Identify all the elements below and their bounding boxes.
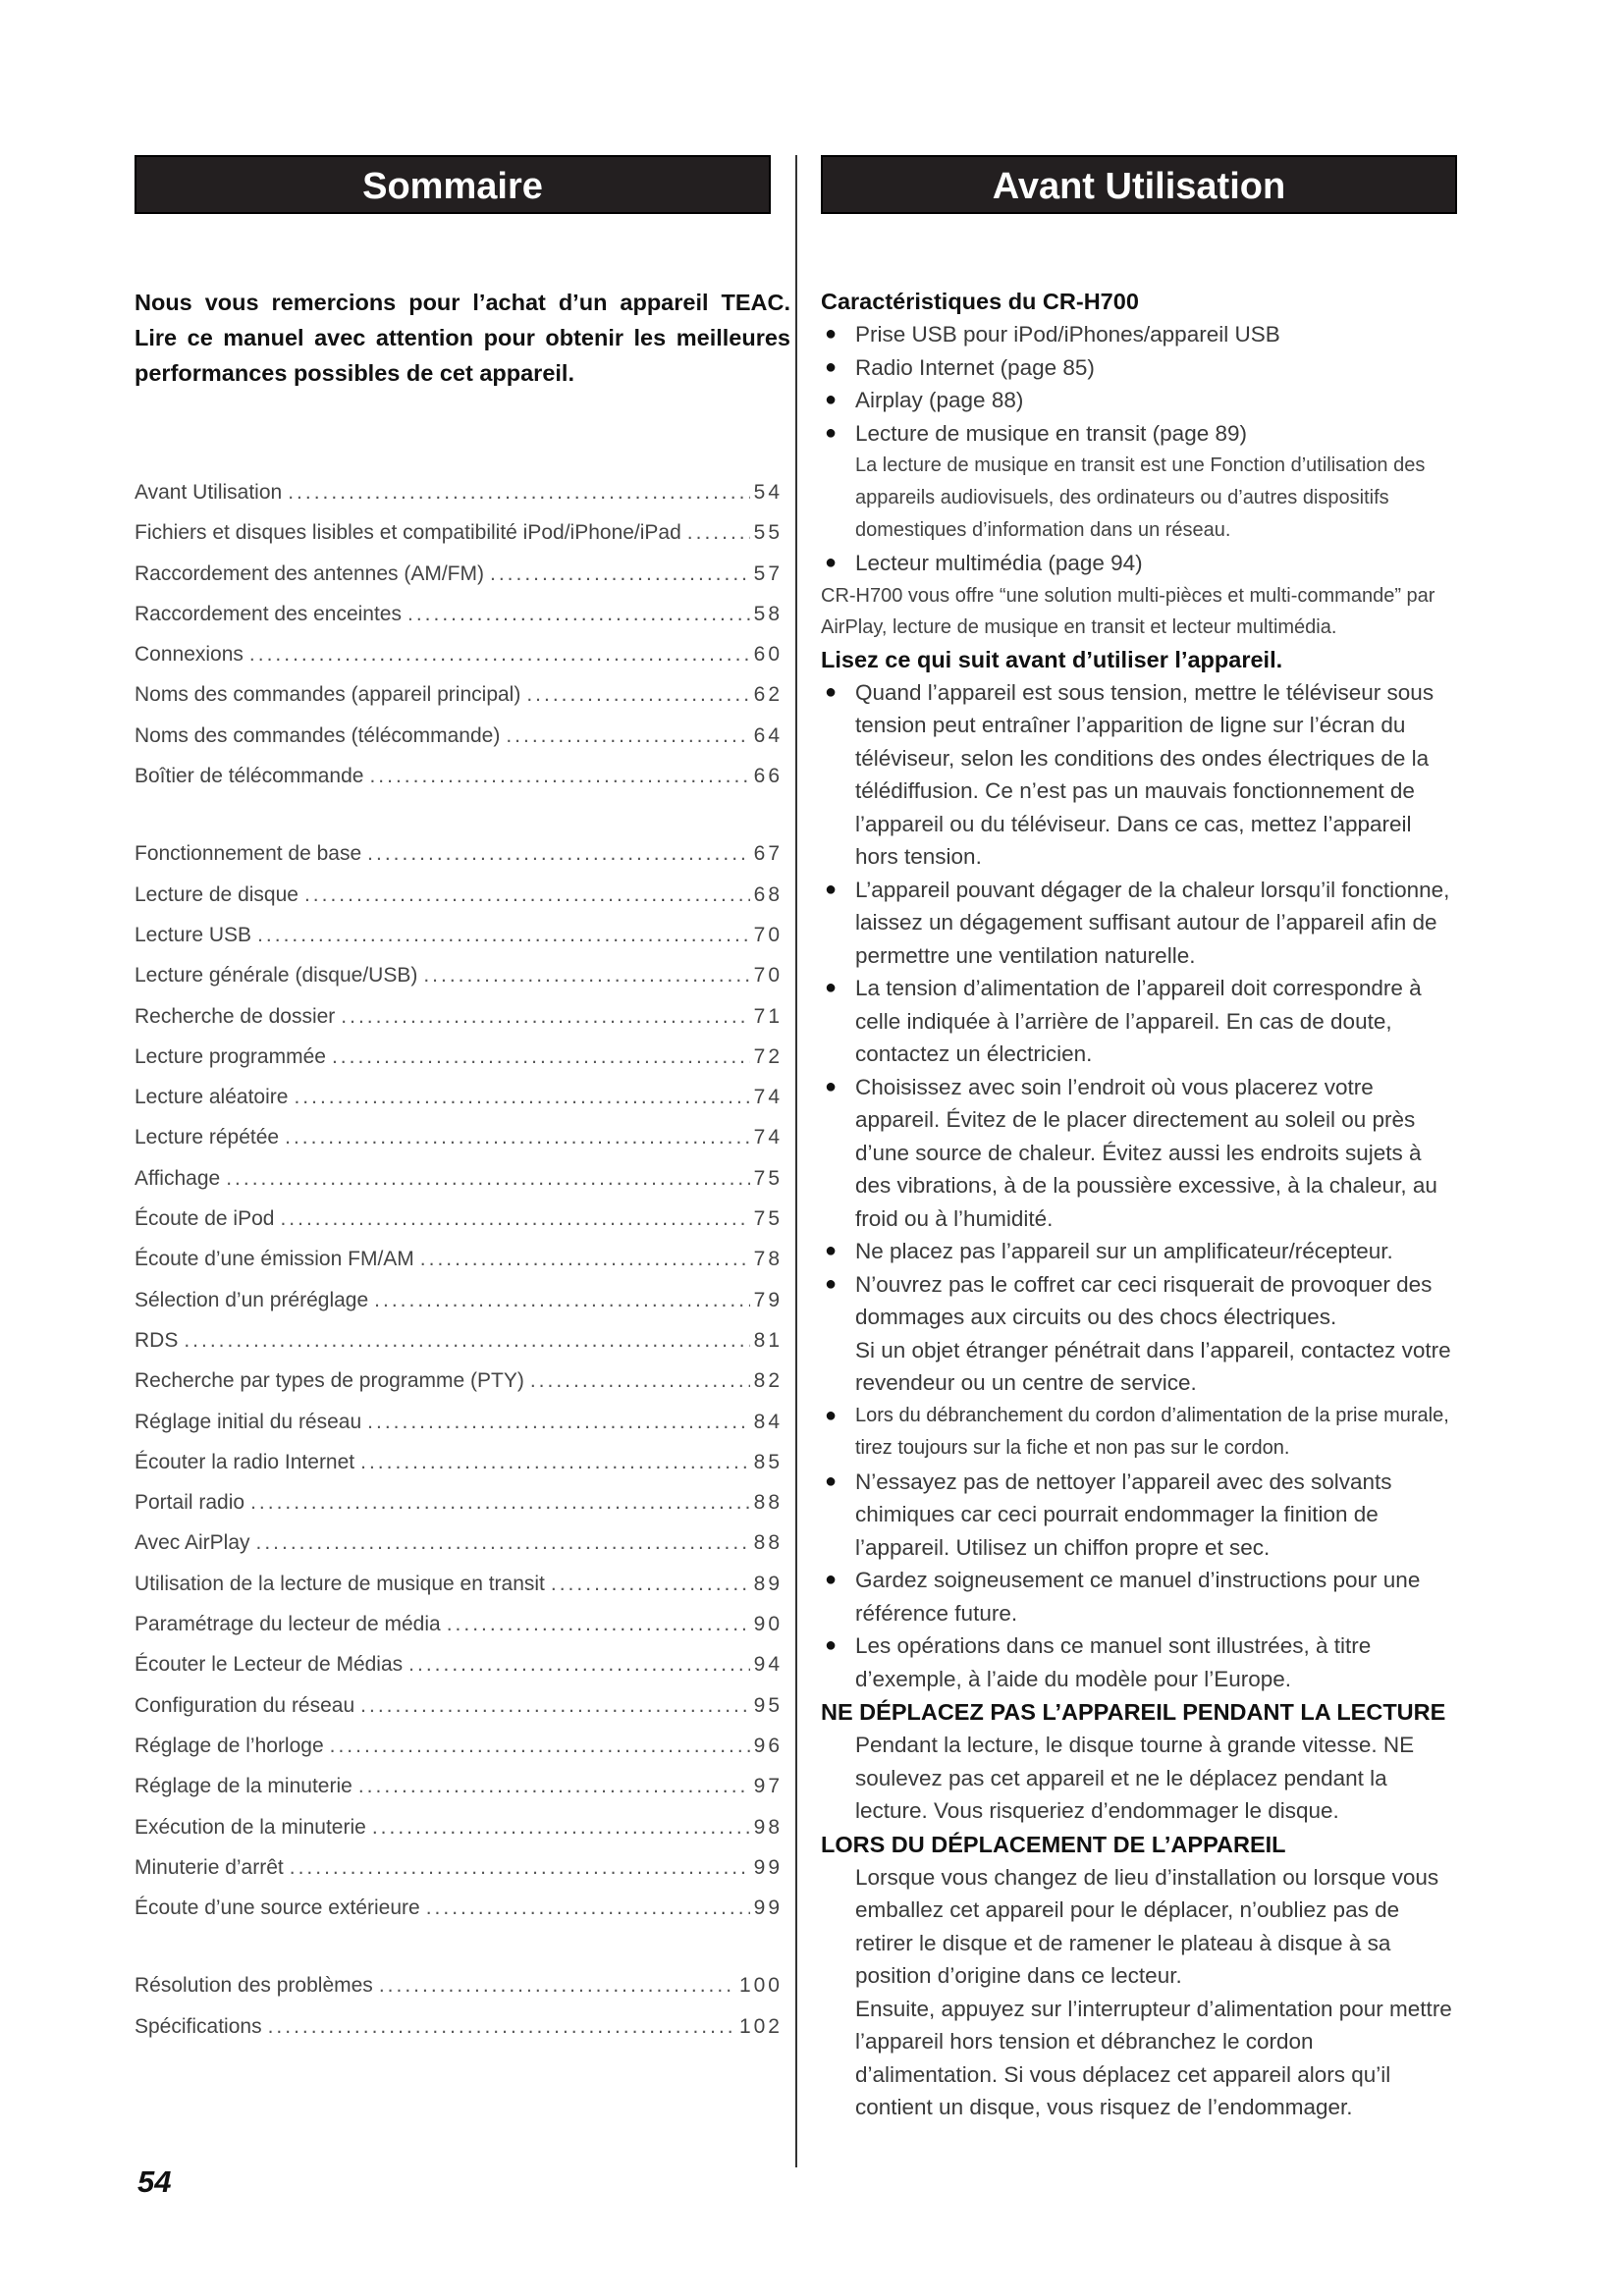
toc-entry-title: Lecture répétée (135, 1126, 280, 1149)
toc-leader-dots (407, 603, 750, 626)
toc-entry (135, 1126, 783, 1166)
toc-entry-page: 78 (753, 1248, 783, 1271)
toc-entry-title: RDS (135, 1328, 179, 1352)
moving-heading: LORS DU DÉPLACEMENT DE L’APPAREIL (821, 1831, 1286, 1857)
toc-leader-dots (285, 1126, 750, 1149)
toc-entry-page: 89 (753, 1572, 783, 1595)
toc-entry (135, 1856, 783, 1896)
toc-entry-title: Réglage de l’horloge (135, 1734, 324, 1757)
right-column (821, 285, 1459, 2124)
toc-entry (135, 883, 783, 924)
page-number: 54 (137, 2164, 172, 2199)
toc-entry (135, 1531, 783, 1572)
toc-entry-title: Résolution des problèmes (135, 1974, 373, 1998)
column-divider (795, 155, 797, 2167)
list-item: ● Choisissez avec soin l’endroit où vous placerez votre appareil. Évitez de le placer directement au soleil ou près d’une source de chaleur. Évitez aussi les endroits sujets à des vibrations, à de la poussière excessive, à la chaleur, au froid ou à l’humidité. (821, 1071, 1459, 1236)
no-move-text: Pendant la lecture, le disque tourne à grande vitesse. NE soulevez pas cet appareil et ne le déplacez pendant la lecture. Vous risqueriez d’endommager le disque. (855, 1733, 1415, 1823)
toc-entry-page: 82 (753, 1369, 783, 1393)
toc-entry-page: 74 (753, 1086, 783, 1109)
toc-entry-page: 58 (753, 602, 783, 625)
readme-heading: Lisez ce qui suit avant d’utiliser l’appareil. (821, 646, 1283, 672)
toc-entry-page: 74 (753, 1126, 783, 1149)
toc-entry (135, 603, 783, 643)
toc-entry-page: 102 (738, 2014, 783, 2038)
readme-list-2 (821, 1400, 1459, 1696)
toc-entry-page: 88 (753, 1491, 783, 1515)
toc-entry-title: Réglage initial du réseau (135, 1410, 362, 1433)
list-item: ● Les opérations dans ce manuel sont illustrées, à titre d’exemple, à l’aide du modèle pour l’Europe. (821, 1629, 1459, 1695)
toc-entry-page: 55 (753, 521, 783, 545)
toc-entry-title: Paramétrage du lecteur de média (135, 1613, 441, 1636)
toc-entry (135, 1694, 783, 1735)
toc-entry (135, 521, 783, 561)
features-list (821, 318, 1459, 450)
toc-leader-dots (250, 1491, 750, 1515)
toc-entry-page: 57 (753, 561, 783, 585)
toc-entry-page: 96 (753, 1734, 783, 1757)
features-heading: Caractéristiques du CR-H700 (821, 289, 1139, 314)
toc-entry (135, 1005, 783, 1045)
toc-leader-dots (330, 1735, 750, 1758)
toc-entry (135, 1248, 783, 1288)
toc-leader-dots (490, 562, 750, 586)
toc-entry-page: 54 (753, 481, 783, 504)
toc-entry (135, 1735, 783, 1775)
toc-entry (135, 481, 783, 521)
toc-entry (135, 1491, 783, 1531)
toc-entry-title: Minuterie d’arrêt (135, 1855, 284, 1879)
toc-leader-dots (426, 1896, 750, 1920)
toc-entry-title: Configuration du réseau (135, 1693, 355, 1717)
toc-leader-dots (360, 1694, 749, 1718)
toc-entry-title: Écoute d’une source extérieure (135, 1896, 420, 1920)
toc-entry (135, 1775, 783, 1815)
toc-entry (135, 683, 783, 723)
toc-entry (135, 1289, 783, 1329)
toc-entry (135, 643, 783, 683)
foreign-object-note: Si un objet étranger pénétrait dans l’appareil, contactez votre revendeur ou un centre de service. (855, 1337, 1451, 1395)
toc-entry-title: Recherche par types de programme (PTY) (135, 1369, 524, 1393)
toc-entry-page: 99 (753, 1855, 783, 1879)
list-item: ● Quand l’appareil est sous tension, mettre le téléviseur sous tension peut entraîner l’apparition de ligne sur l’écran du téléviseur, selon les conditions des ondes électriques de la télédiffusion. Ce n’est pas un mauvais fonctionnement de l’appareil ou du téléviseur. Dans ce cas, mettez l’appareil hors tension. (821, 676, 1459, 874)
list-item: ● La tension d’alimentation de l’appareil doit correspondre à celle indiquée à l’arrière de l’appareil. En cas de doute, contactez un électricien. (821, 972, 1459, 1071)
toc-entry (135, 765, 783, 805)
toc-entry-title: Raccordement des antennes (AM/FM) (135, 561, 484, 585)
toc-entry-page: 99 (753, 1896, 783, 1920)
toc-entry-page: 81 (753, 1328, 783, 1352)
toc-leader-dots (551, 1573, 750, 1596)
toc-entry (135, 1896, 783, 1937)
toc-leader-dots (226, 1167, 749, 1191)
toc-entry-page: 70 (753, 923, 783, 946)
toc-leader-dots (332, 1045, 750, 1069)
toc-entry-title: Lecture aléatoire (135, 1086, 289, 1109)
list-item: ● L’appareil pouvant dégager de la chaleur lorsqu’il fonctionne, laissez un dégagement suffisant autour de l’appareil afin de permettre une ventilation naturelle. (821, 874, 1459, 973)
toc-entry-page: 79 (753, 1288, 783, 1311)
toc-entry-title: Fonctionnement de base (135, 842, 362, 866)
toc-entry (135, 1613, 783, 1653)
list-item: ● Lecture de musique en transit (page 89) (821, 417, 1459, 451)
toc-entry (135, 1045, 783, 1086)
toc-entry-page: 97 (753, 1775, 783, 1798)
toc-entry-title: Portail radio (135, 1491, 245, 1515)
toc-group-2 (135, 842, 783, 1937)
toc-entry-title: Boîtier de télécommande (135, 765, 364, 788)
toc-leader-dots (360, 1451, 750, 1474)
list-item: ● Radio Internet (page 85) (821, 351, 1459, 385)
toc-entry-title: Spécifications (135, 2014, 262, 2038)
toc-entry (135, 2015, 783, 2056)
toc-group-1 (135, 481, 783, 805)
toc-entry-title: Écouter le Lecteur de Médias (135, 1653, 404, 1677)
toc-entry-page: 66 (753, 765, 783, 788)
toc-entry-page: 60 (753, 643, 783, 667)
list-item: ● N’ouvrez pas le coffret car ceci risquerait de provoquer des dommages aux circuits ou des chocs électriques. (821, 1268, 1459, 1334)
toc-entry (135, 1086, 783, 1126)
toc-leader-dots (447, 1613, 750, 1636)
toc-entry-page: 75 (753, 1166, 783, 1190)
toc-leader-dots (369, 765, 749, 788)
toc-entry-page: 100 (738, 1974, 783, 1998)
toc-entry-page: 98 (753, 1815, 783, 1839)
toc-leader-dots (506, 724, 749, 748)
toc-leader-dots (367, 842, 749, 866)
toc-leader-dots (423, 964, 749, 988)
toc-leader-dots (268, 2015, 735, 2039)
toc-entry (135, 1411, 783, 1451)
list-item: ● N’essayez pas de nettoyer l’appareil avec des solvants chimiques car ceci pourrait endommager la finition de l’appareil. Utilisez un chiffon propre et sec. (821, 1466, 1459, 1565)
toc-leader-dots (341, 1005, 749, 1029)
toc-entry-title: Affichage (135, 1166, 221, 1190)
toc-leader-dots (358, 1775, 750, 1798)
toc-entry (135, 1451, 783, 1491)
toc-entry (135, 1974, 783, 2014)
toc-entry-title: Fichiers et disques lisibles et compatibilité iPod/iPhone/iPad (135, 521, 681, 545)
toc-entry-page: 95 (753, 1693, 783, 1717)
toc-leader-dots (530, 1369, 750, 1393)
list-item: ● Prise USB pour iPod/iPhones/appareil USB (821, 318, 1459, 351)
moving-text-1: Lorsque vous changez de lieu d’installation ou lorsque vous emballez cet appareil pour le déplacer, n’oubliez pas de retirer le disque et de ramener le plateau à disque à sa position d’origine dans ce lecteur. (855, 1864, 1439, 1988)
toc-leader-dots (408, 1653, 749, 1677)
toc-entry-page: 90 (753, 1613, 783, 1636)
list-item: ● Gardez soigneusement ce manuel d’instructions pour une référence future. (821, 1564, 1459, 1629)
toc-entry (135, 1329, 783, 1369)
avant-utilisation-banner: Avant Utilisation (821, 155, 1457, 214)
toc-entry-title: Noms des commandes (appareil principal) (135, 683, 521, 707)
toc-entry-title: Lecture programmée (135, 1044, 326, 1068)
toc-entry-page: 72 (753, 1044, 783, 1068)
toc-entry-title: Lecture générale (disque/USB) (135, 964, 418, 988)
toc-entry-title: Raccordement des enceintes (135, 602, 402, 625)
toc-entry-title: Recherche de dossier (135, 1004, 336, 1028)
toc-entry-page: 84 (753, 1410, 783, 1433)
toc-leader-dots (304, 883, 750, 907)
features-summary: CR-H700 vous offre “une solution multi-pièces et multi-commande” par AirPlay, lecture de musique en transit et lecteur multimédia. (821, 584, 1435, 638)
toc-entry-title: Noms des commandes (télécommande) (135, 723, 501, 747)
toc-leader-dots (256, 1531, 750, 1555)
toc-entry-title: Connexions (135, 643, 244, 667)
toc-entry-page: 68 (753, 882, 783, 906)
toc-entry (135, 842, 783, 882)
moving-text-2: Ensuite, appuyez sur l’interrupteur d’alimentation pour mettre l’appareil hors tension et débranchez le cordon d’alimentation. Si vous déplacez cet appareil alors qu’il contient un disque, vous risquez de l’endommager. (855, 1996, 1452, 2119)
toc-leader-dots (379, 1974, 735, 1998)
toc-entry-title: Écoute de iPod (135, 1207, 275, 1231)
toc-entry-title: Réglage de la minuterie (135, 1775, 352, 1798)
toc-leader-dots (420, 1248, 750, 1271)
toc-entry-page: 67 (753, 842, 783, 866)
toc-entry (135, 724, 783, 765)
toc-entry-page: 85 (753, 1450, 783, 1473)
no-move-heading: NE DÉPLACEZ PAS L’APPAREIL PENDANT LA LECTURE (821, 1699, 1446, 1725)
toc-entry-title: Lecture USB (135, 923, 252, 946)
toc-entry (135, 562, 783, 603)
toc-leader-dots (374, 1289, 749, 1312)
toc-entry (135, 1207, 783, 1248)
toc-leader-dots (367, 1411, 749, 1434)
toc-leader-dots (288, 481, 749, 505)
toc-entry (135, 1369, 783, 1410)
toc-entry-page: 71 (753, 1004, 783, 1028)
toc-entry-title: Utilisation de la lecture de musique en transit (135, 1572, 545, 1595)
toc-entry-page: 62 (753, 683, 783, 707)
toc-entry (135, 1816, 783, 1856)
streaming-note: La lecture de musique en transit est une Fonction d’utilisation des appareils audiovisuels, des ordinateurs ou d’autres dispositifs domestiques d’information dans un réseau. (855, 454, 1426, 541)
toc-entry (135, 964, 783, 1004)
toc-entry-title: Exécution de la minuterie (135, 1815, 366, 1839)
toc-leader-dots (372, 1816, 750, 1840)
toc-leader-dots (294, 1086, 749, 1109)
toc-entry-title: Avant Utilisation (135, 481, 283, 504)
list-item: ● Lecteur multimédia (page 94) (821, 547, 1459, 580)
toc-entry-page: 88 (753, 1531, 783, 1555)
toc-entry-title: Avec AirPlay (135, 1531, 250, 1555)
toc-leader-dots (526, 683, 749, 707)
intro-paragraph: Nous vous remercions pour l’achat d’un appareil TEAC. Lire ce manuel avec attention pour obtenir les meilleures performances possibles de cet appareil. (135, 290, 790, 386)
toc-leader-dots (257, 924, 750, 947)
toc-entry-page: 70 (753, 964, 783, 988)
toc-leader-dots (290, 1856, 750, 1880)
toc-leader-dots (249, 643, 750, 667)
toc-entry (135, 1653, 783, 1693)
sommaire-banner: Sommaire (135, 155, 771, 214)
toc-entry-page: 75 (753, 1207, 783, 1231)
features-list-2 (821, 547, 1459, 580)
table-of-contents (135, 481, 783, 2093)
toc-entry (135, 924, 783, 964)
toc-entry-title: Écouter la radio Internet (135, 1450, 355, 1473)
toc-leader-dots (280, 1207, 749, 1231)
toc-leader-dots (184, 1329, 749, 1353)
list-item: ● Airplay (page 88) (821, 384, 1459, 417)
toc-entry (135, 1573, 783, 1613)
toc-leader-dots (687, 521, 750, 545)
toc-entry-title: Lecture de disque (135, 882, 298, 906)
toc-entry-title: Sélection d’un préréglage (135, 1288, 369, 1311)
toc-group-3 (135, 1974, 783, 2056)
toc-entry-page: 64 (753, 723, 783, 747)
toc-entry (135, 1167, 783, 1207)
list-item: ● Ne placez pas l’appareil sur un amplificateur/récepteur. (821, 1235, 1459, 1268)
toc-entry-title: Écoute d’une émission FM/AM (135, 1248, 414, 1271)
list-item: ● Lors du débranchement du cordon d’alimentation de la prise murale, tirez toujours sur la fiche et non pas sur le cordon. (821, 1400, 1459, 1466)
toc-entry-page: 94 (753, 1653, 783, 1677)
readme-list (821, 676, 1459, 1334)
